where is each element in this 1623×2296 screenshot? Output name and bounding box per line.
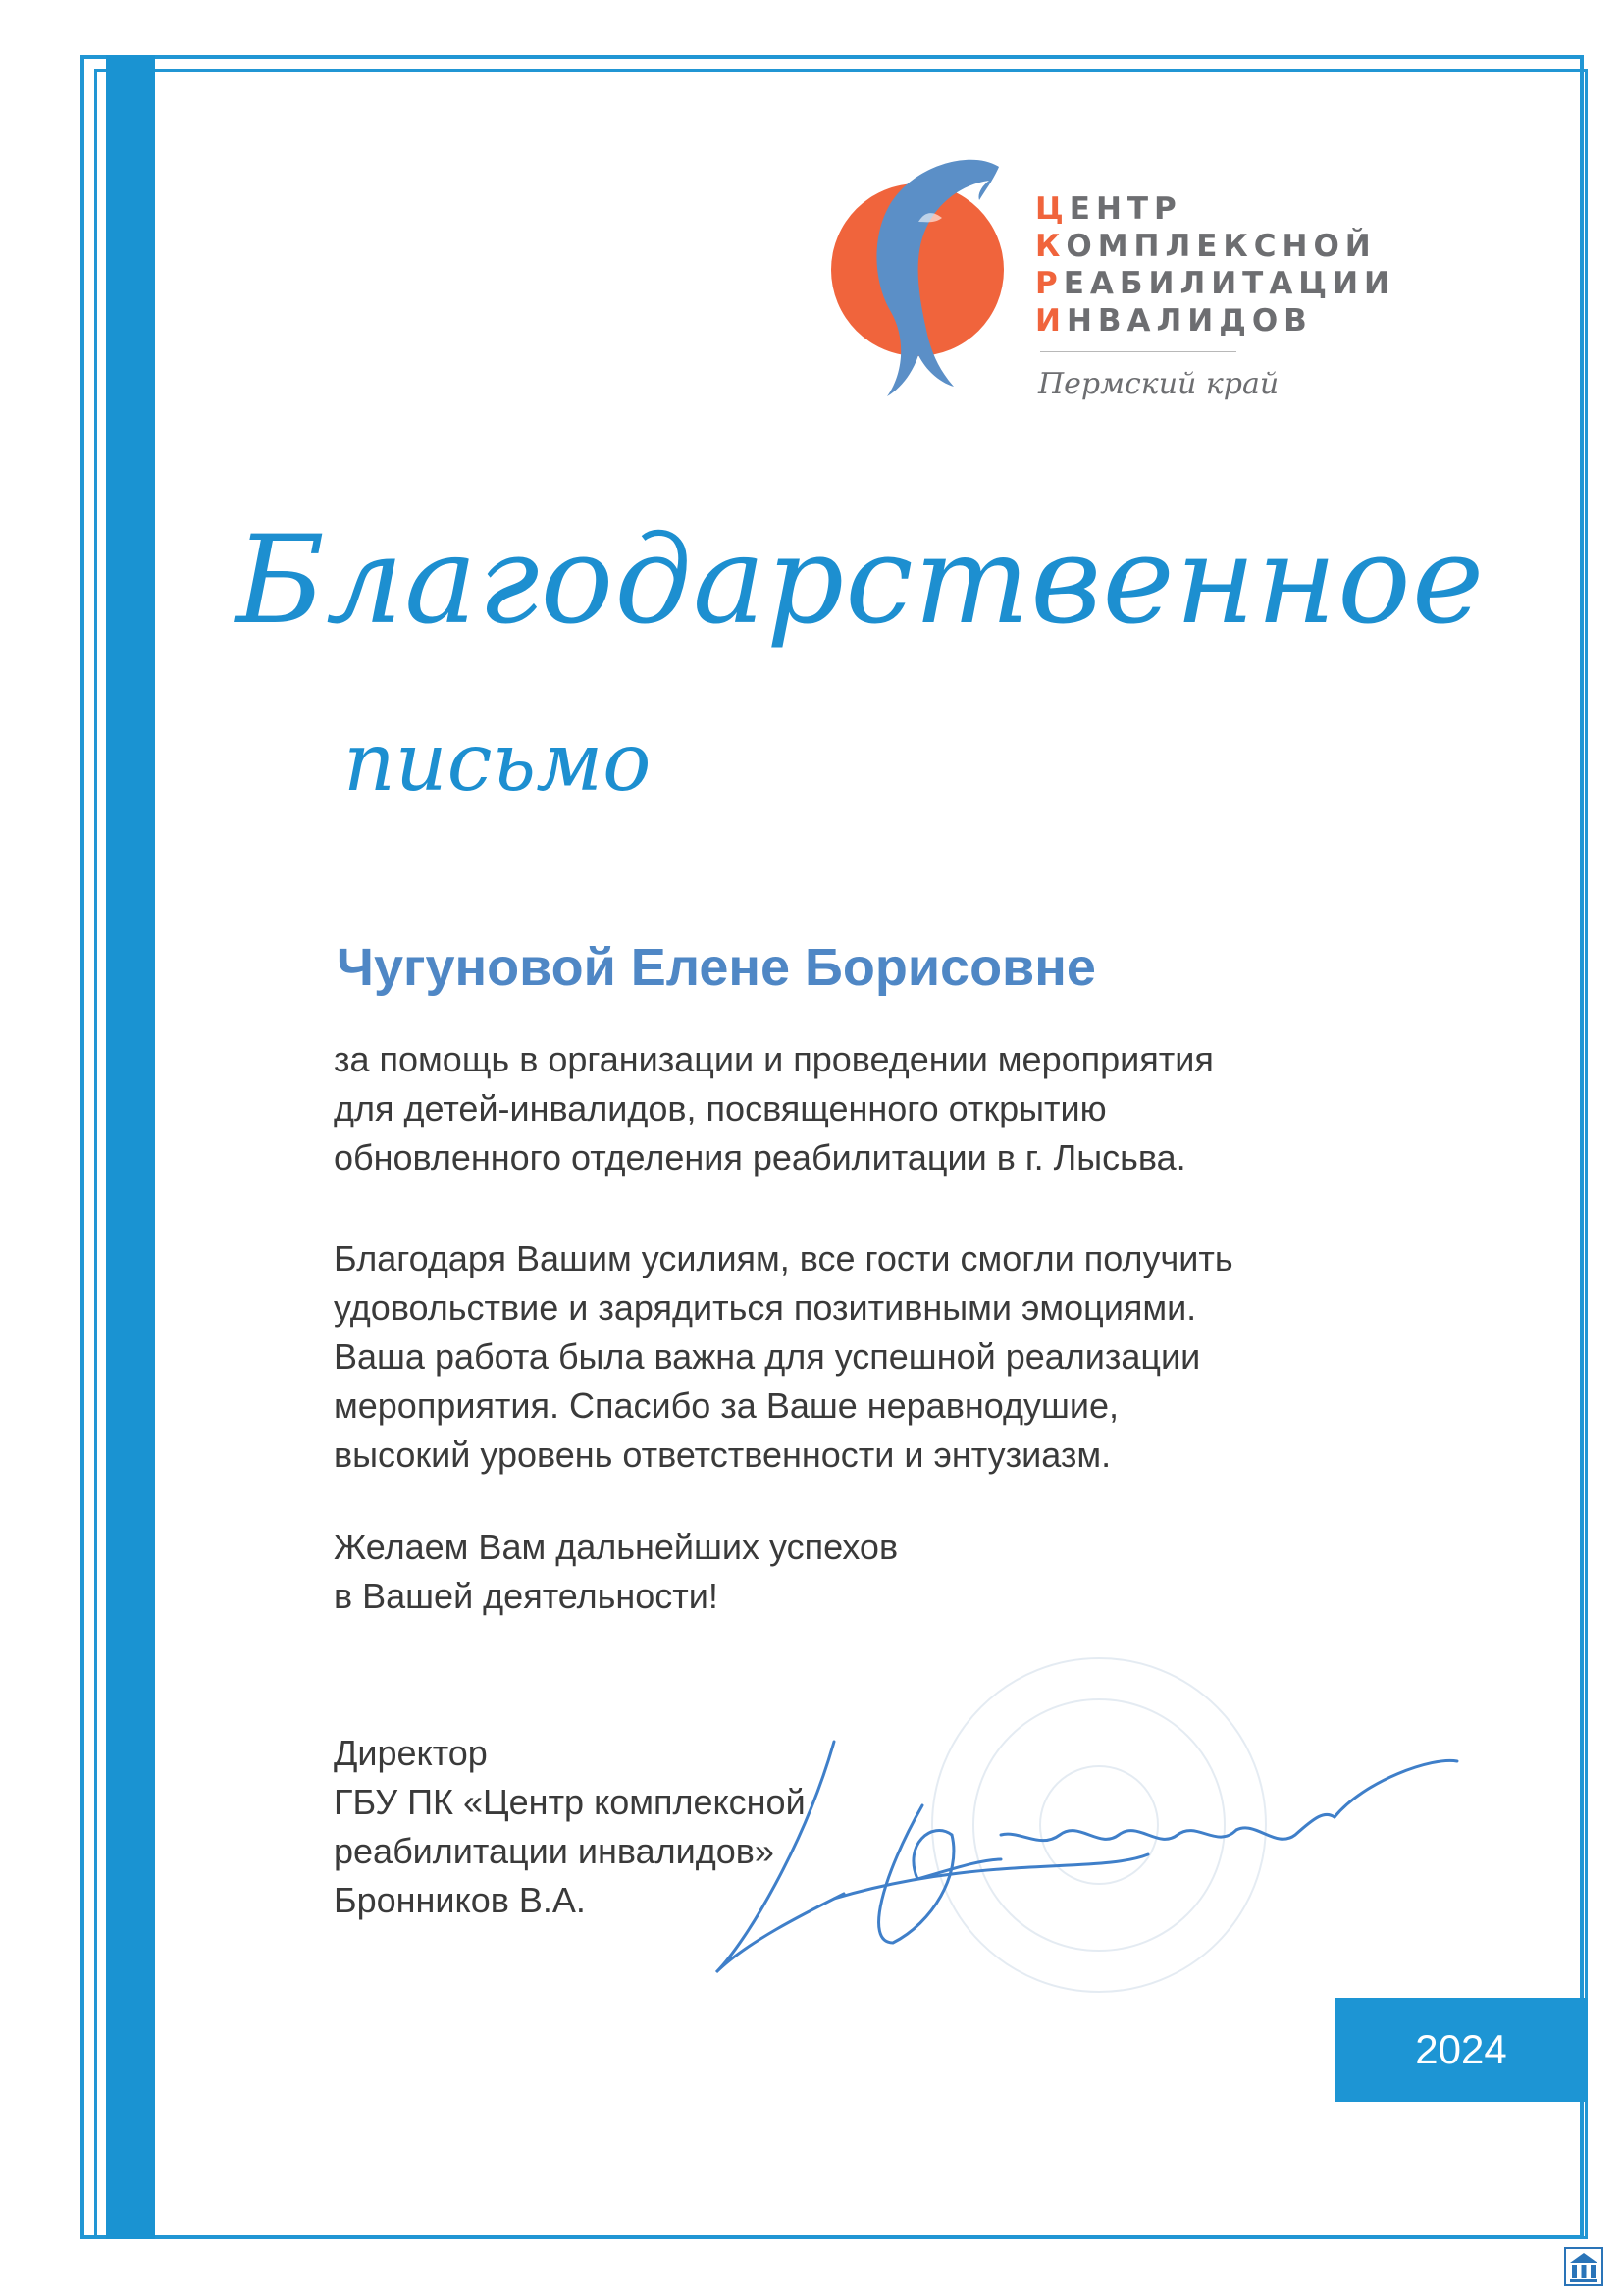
text-line: Желаем Вам дальнейших успехов (334, 1527, 899, 1567)
recipient-name: Чугуновой Елене Борисовне (337, 938, 1096, 997)
handwritten-signature-icon (716, 1742, 1457, 1972)
signatory-org-line-2: реабилитации инвалидов» (334, 1831, 774, 1871)
logo-word: ОМПЛЕКСНОЙ (1066, 229, 1377, 264)
building-corner-icon (1564, 2247, 1603, 2286)
stamp-and-signature (687, 1648, 1472, 2021)
official-stamp-icon (932, 1658, 1266, 1992)
signatory-name: Бронников В.А. (334, 1880, 586, 1920)
left-blue-band (106, 55, 155, 2239)
logo-word: ЕАБИЛИТАЦИИ (1063, 266, 1395, 301)
dolphin-logo-icon (824, 147, 1021, 422)
logo-line-2 (1035, 228, 1395, 265)
logo-initial: Ц (1035, 191, 1070, 227)
text-line: для детей-инвалидов, посвященного открытию (334, 1088, 1107, 1128)
paragraph-reason (334, 1035, 1413, 1182)
logo-initial: Р (1035, 266, 1064, 301)
signatory-org-line-1: ГБУ ПК «Центр комплексной (334, 1782, 806, 1822)
logo-word: ЕНТР (1069, 191, 1182, 227)
title-line-2: письмо (343, 716, 652, 809)
year-badge: 2024 (1335, 1998, 1588, 2102)
logo-line-1 (1035, 190, 1395, 228)
text-line: за помощь в организации и проведении мероприятия (334, 1039, 1214, 1079)
paragraph-wishes (334, 1523, 1413, 1621)
text-line: удовольствие и зарядиться позитивными эмоциями. (334, 1287, 1197, 1328)
logo-initial: К (1035, 229, 1067, 264)
text-line: обновленного отделения реабилитации в г. Лысьва. (334, 1137, 1186, 1177)
text-line: высокий уровень ответственности и энтузиазм. (334, 1435, 1112, 1475)
text-line: Благодаря Вашим усилиям, все гости смогли получить (334, 1238, 1233, 1278)
text-line: Ваша работа была важна для успешной реализации (334, 1336, 1201, 1377)
signatory-position: Директор (334, 1733, 488, 1773)
organization-logo (824, 147, 1413, 422)
logo-initial: И (1035, 303, 1067, 339)
logo-word: НВАЛИДОВ (1066, 303, 1313, 339)
logo-line-4 (1035, 302, 1395, 339)
text-line: в Вашей деятельности! (334, 1576, 718, 1616)
document-title (226, 510, 1486, 844)
logo-line-3 (1035, 265, 1395, 302)
logo-divider (1040, 351, 1236, 352)
logo-region-script: Пермский край (1038, 367, 1280, 401)
text-line: мероприятия. Спасибо за Ваше неравнодушие, (334, 1385, 1119, 1426)
paragraph-thanks (334, 1234, 1413, 1480)
logo-text (1035, 190, 1395, 339)
title-line-1: Благодарственное (236, 510, 1486, 652)
